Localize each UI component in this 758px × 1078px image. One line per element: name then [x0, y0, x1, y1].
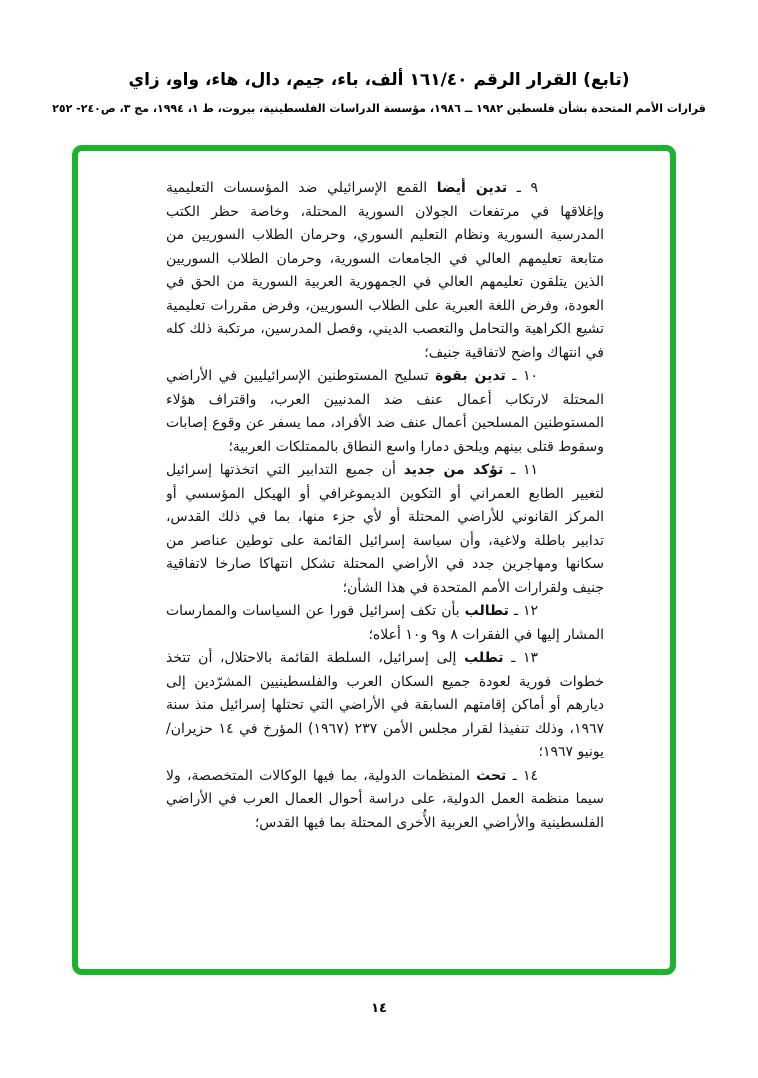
- paragraph-number: ٩ ـ: [516, 180, 538, 196]
- resolution-paragraph-14: [166, 765, 604, 836]
- page-number: ١٤: [371, 1001, 387, 1016]
- operative-verb: تحث: [476, 767, 507, 784]
- operative-verb: تطلب: [464, 650, 504, 666]
- resolution-paragraph-9: [166, 177, 604, 365]
- paragraph-text: أن جميع التدابير التي اتخذتها إسرائيل لتغيير الطابع العمراني أو التكوين الديموغرافي أو الهيكل المؤسسي أو المركز القانوني للأراضي المحتلة أو لأي جزء منها، بما في ذلك القدس، تدابير باطلة ولاغية، وأن سياسة إسرائيل القائمة على توطين عناصر من سكانها ومهاجرين جدد في الأراضي المحتلة تشكل انتهاكا صارخا لاتفاقية جنيف ولقرارات الأمم المتحدة في هذا الشأن؛: [166, 462, 604, 596]
- paragraph-text: القمع الإسرائيلي ضد المؤسسات التعليمية وإغلاقها في مرتفعات الجولان السورية المحتلة، وخاصة حظر الكتب المدرسية السورية ونظام التعليم السوري، وحرمان الطلاب السوريين من متابعة تعليمهم العالي في الجامعات السورية، وحرمان الطلاب السوريين الذين يتلقون تعليمهم العالي في الجمهورية العربية السورية من الحق في العودة، وفرض اللغة العبرية على الطلاب السوريين، وفرض مقررات تعليمية تشيع الكراهية والتحامل والتعصب الديني، وفصل المدرسين، مرتكبة ذلك كله في انتهاك واضح لاتفاقية جنيف؛: [166, 180, 604, 361]
- paragraph-number: ١٤ ـ: [512, 767, 538, 784]
- paragraph-number: ١١ ـ: [511, 462, 538, 478]
- paragraph-number: ١٠ ـ: [512, 368, 539, 384]
- operative-verb: تدين بقوة: [435, 368, 506, 384]
- resolution-paragraph-10: [166, 365, 604, 459]
- paragraph-text: بأن تكف إسرائيل فورا عن السياسات والممارسات المشار إليها في الفقرات ٨ و٩ و١٠ أعلاه؛: [166, 603, 604, 643]
- resolution-paragraph-13: [166, 647, 604, 765]
- paragraph-text: إلى إسرائيل، السلطة القائمة بالاحتلال، أن تتخذ خطوات فورية لعودة جميع السكان العرب والفلسطينيين المشرّدين إلى ديارهم أو أماكن إقامتهم السابقة في الأراضي التي تحتلها إسرائيل منذ سنة ١٩٦٧، وذلك تنفيذا لقرار مجلس الأمن ٢٣٧ (١٩٦٧) المؤرخ في ١٤ حزيران/يونيو ١٩٦٧؛: [166, 650, 604, 760]
- paragraph-number: ١٢ ـ: [513, 603, 539, 619]
- operative-verb: تطالب: [464, 603, 509, 619]
- resolution-paragraph-11: [166, 459, 604, 600]
- header-source-citation: قرارات الأمم المتحدة بشأن فلسطين ١٩٨٢ ــ ١٩٨٦، مؤسسة الدراسات الفلسطينية، بيروت، ط ١، ١٩٩٤، مج ٣، ص٢٤٠- ٢٥٢: [52, 102, 706, 115]
- header-resolution-title: (تابع) القرار الرقم ١٦١/٤٠ ألف، باء، جيم، دال، هاء، واو، زاي: [128, 70, 630, 90]
- paragraph-text: المنظمات الدولية، بما فيها الوكالات المتخصصة، ولا سيما منظمة العمل الدولية، على دراسة أحوال العمال العرب في الأراضي الفلسطينية والأراضي العربية الأُخرى المحتلة بما فيها القدس؛: [166, 767, 604, 831]
- operative-verb: تدين أيضا: [436, 180, 508, 196]
- operative-verb: تؤكد من جديد: [403, 462, 504, 478]
- paragraph-number: ١٣ ـ: [511, 650, 539, 666]
- resolution-text-block: [166, 177, 604, 963]
- resolution-paragraph-12: [166, 600, 604, 647]
- paragraph-text: تسليح المستوطنين الإسرائيليين في الأراضي المحتلة لارتكاب أعمال عنف ضد المدنيين العرب، واقتراف هؤلاء المستوطنين المسلحين أعمال عنف ضد الأفراد، مما يسفر عن وقوع إصابات وسقوط قتلى بينهم ويلحق دمارا واسع النطاق بالممتلكات العربية؛: [166, 368, 604, 455]
